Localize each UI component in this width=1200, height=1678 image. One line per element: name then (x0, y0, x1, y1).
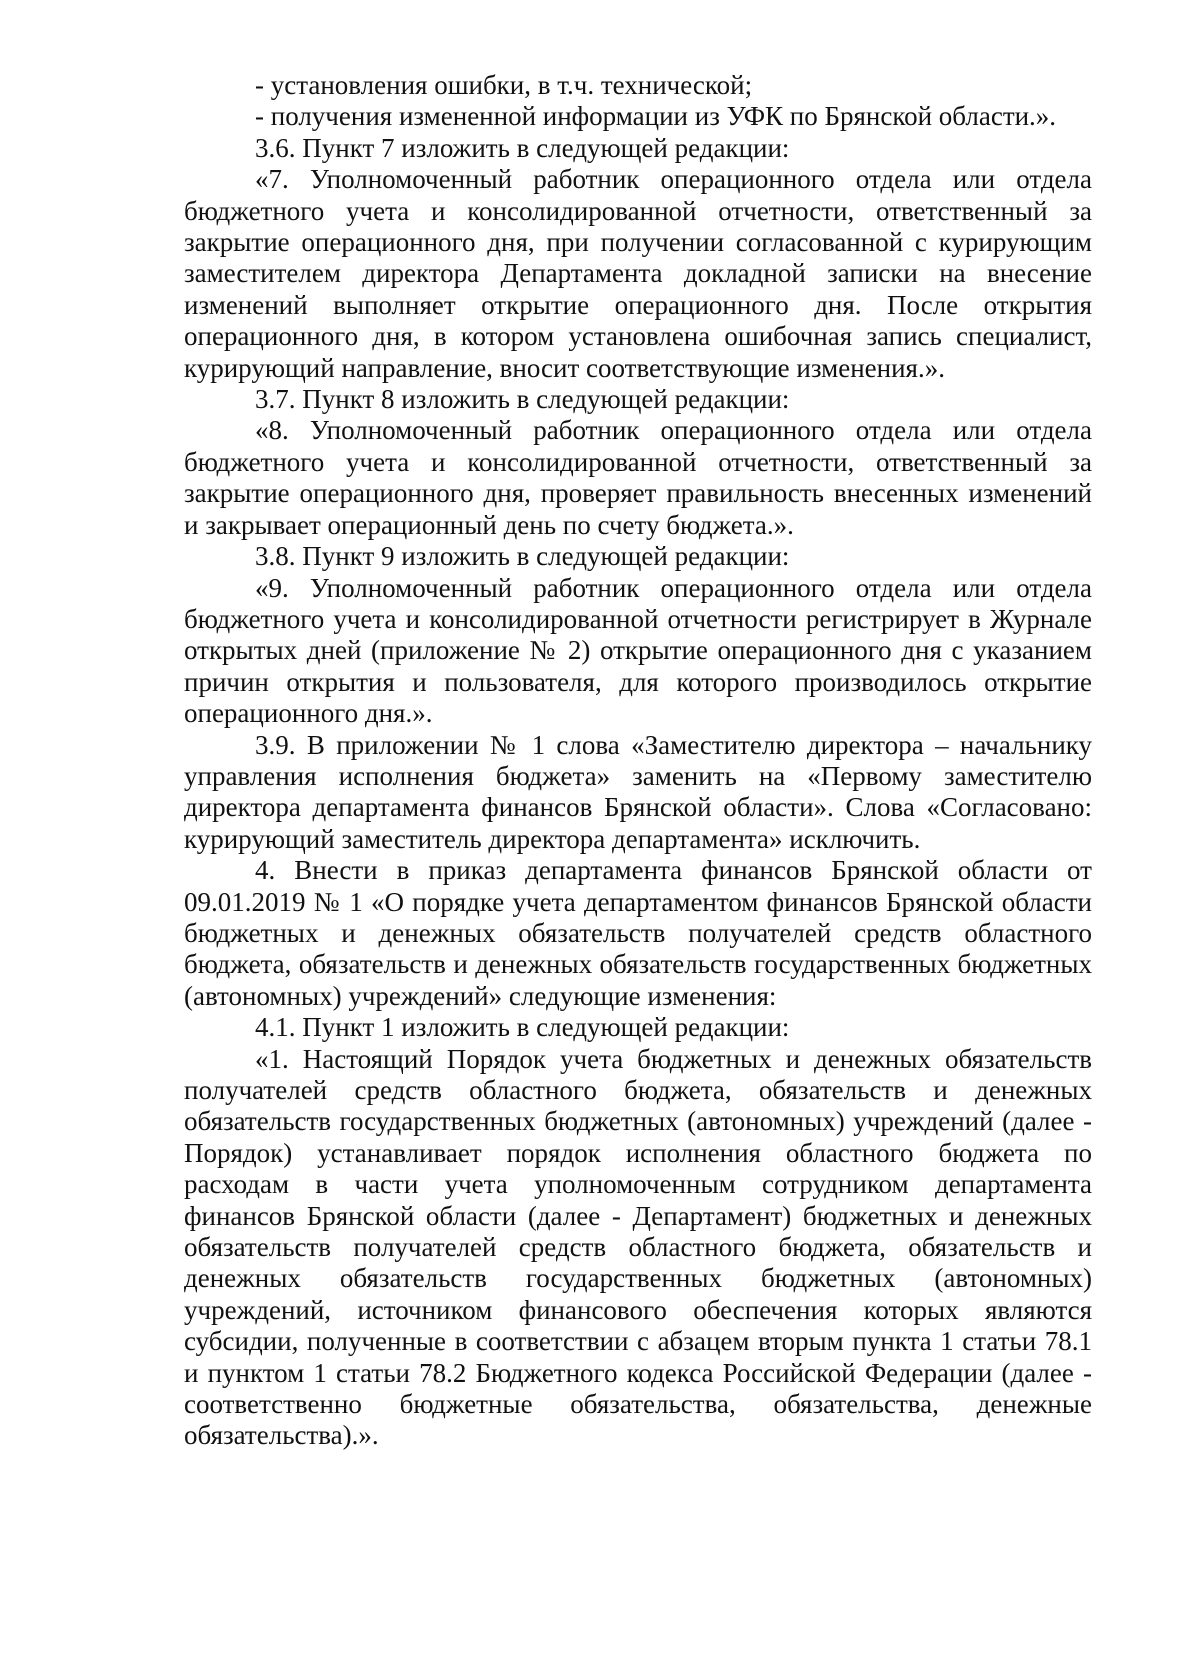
paragraph-8: «9. Уполномоченный работник операционного отдела или отдела бюджетного учета и консолидированной отчетности регистрирует в Журнале открытых дней (приложение № 2) открытие операционного дня с указанием причин открытия и пользователя, для которого производилось открытие операционного дня.». (184, 572, 1092, 729)
paragraph-2: - получения измененной информации из УФК по Брянской области.». (255, 101, 1057, 132)
paragraph-1: - установления ошибки, в т.ч. технической; (255, 70, 753, 100)
paragraph-4: «7. Уполномоченный работник операционного отдела или отдела бюджетного учета и консолидированной отчетности, ответственный за закрытие операционного дня, при получении согласованной с курирующим заместителем директора Департамента докладной записки на внесение изменений выполняет открытие операционного дня. После открытия операционного дня, в котором установлена ошибочная запись специалист, курирующий направление, вносит соответствующие изменения.». (184, 164, 1092, 383)
paragraph-9: 3.9. В приложении № 1 слова «Заместителю директора – начальнику управления исполнения бюджета» заменить на «Первому заместителю директора департамента финансов Брянской области». Слова «Согласовано: курирующий заместитель директора департамента» исключить. (184, 729, 1092, 854)
paragraph-6: «8. Уполномоченный работник операционного отдела или отдела бюджетного учета и консолидированной отчетности, ответственный за закрытие операционного дня, проверяет правильность внесенных изменений и закрывает операционный день по счету бюджета.». (184, 415, 1092, 540)
paragraph-10: 4. Внести в приказ департамента финансов Брянской области от 09.01.2019 № 1 «О порядке учета департаментом финансов Брянской области бюджетных и денежных обязательств получателей средств областного бюджета, обязательств и денежных обязательств государственных бюджетных (автономных) учреждений» следующие изменения: (184, 855, 1092, 1011)
paragraph-12: «1. Настоящий Порядок учета бюджетных и денежных обязательств получателей средств областного бюджета, обязательств и денежных обязательств государственных бюджетных (автономных) учреждений (далее - Порядок) устанавливает порядок исполнения областного бюджета по расходам в части учета уполномоченным сотрудником департамента финансов Брянской области (далее - Департамент) бюджетных и денежных обязательств получателей средств областного бюджета, обязательств и денежных обязательств государственных бюджетных (автономных) учреждений, источником финансового обеспечения которых являются субсидии, полученные в соответствии с абзацем вторым пункта 1 статьи 78.1 и пунктом 1 статьи 78.2 Бюджетного кодекса Российской Федерации (далее - соответственно бюджетные обязательства, обязательства, денежные обязательства).». (184, 1043, 1092, 1451)
paragraph-5: 3.7. Пункт 8 изложить в следующей редакции: (255, 384, 790, 415)
paragraph-7: 3.8. Пункт 9 изложить в следующей редакции: (255, 541, 790, 572)
paragraph-11: 4.1. Пункт 1 изложить в следующей редакции: (255, 1012, 790, 1043)
paragraph-3: 3.6. Пункт 7 изложить в следующей редакции: (255, 132, 790, 163)
document-body (184, 70, 1092, 1452)
